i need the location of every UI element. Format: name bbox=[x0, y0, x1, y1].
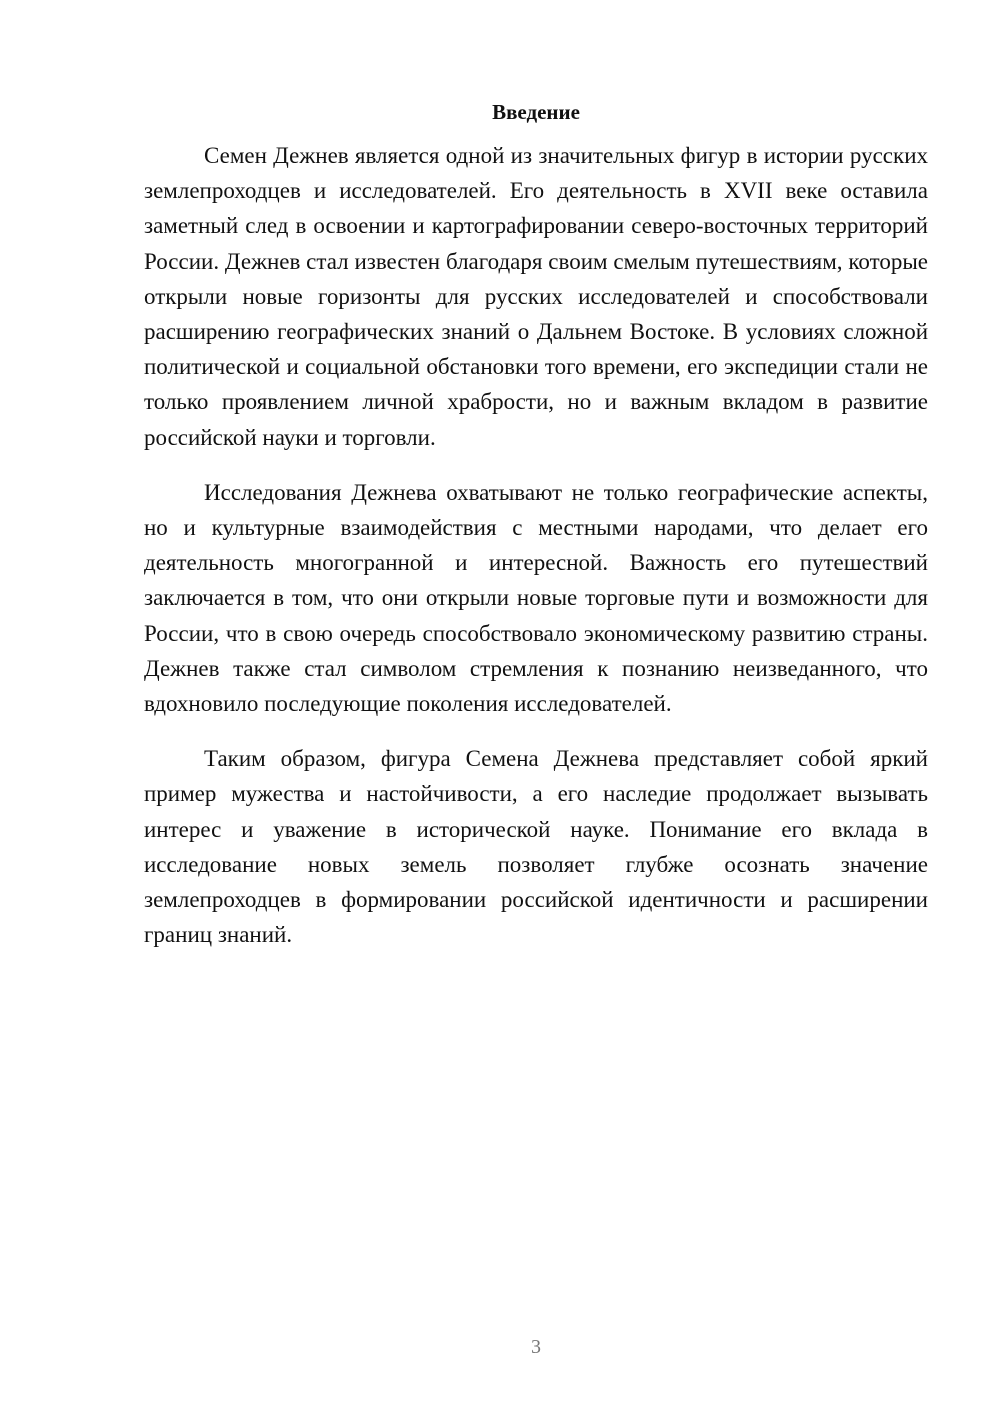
section-title: Введение bbox=[492, 100, 580, 124]
paragraph-3: Таким образом, фигура Семена Дежнева представляет собой яркий пример мужества и настойчивости, а его наследие продолжает вызывать интерес и уважение в исторической науке. Понимание его вклада в исследование новых земель позволяет глубже осознать значение землепроходцев в формировании российской идентичности и расширении границ знаний. bbox=[144, 746, 928, 948]
page-number: 3 bbox=[531, 1336, 541, 1358]
paragraph-2: Исследования Дежнева охватывают не только географические аспекты, но и культурные взаимодействия с местными народами, что делает его деятельность многогранной и интересной. Важность его путешествий заключается в том, что они открыли новые торговые пути и возможности для России, что в свою очередь способствовало экономическому развитию страны. Дежнев также стал символом стремления к познанию неизведанного, что вдохновило последующие поколения исследователей. bbox=[144, 479, 928, 717]
document-body bbox=[144, 96, 928, 972]
paragraph-1: Семен Дежнев является одной из значительных фигур в истории русских землепроходцев и исследователей. Его деятельность в XVII веке оставила заметный след в освоении и картографировании северо-восточных территорий России. Дежнев стал известен благодаря своим смелым путешествиям, которые открыли новые горизонты для русских исследователей и способствовали расширению географических знаний о Дальнем Востоке. В условиях сложной политической и социальной обстановки того времени, его экспедиции стали не только проявлением личной храбрости, но и важным вкладом в развитие российской науки и торговли. bbox=[144, 143, 928, 450]
